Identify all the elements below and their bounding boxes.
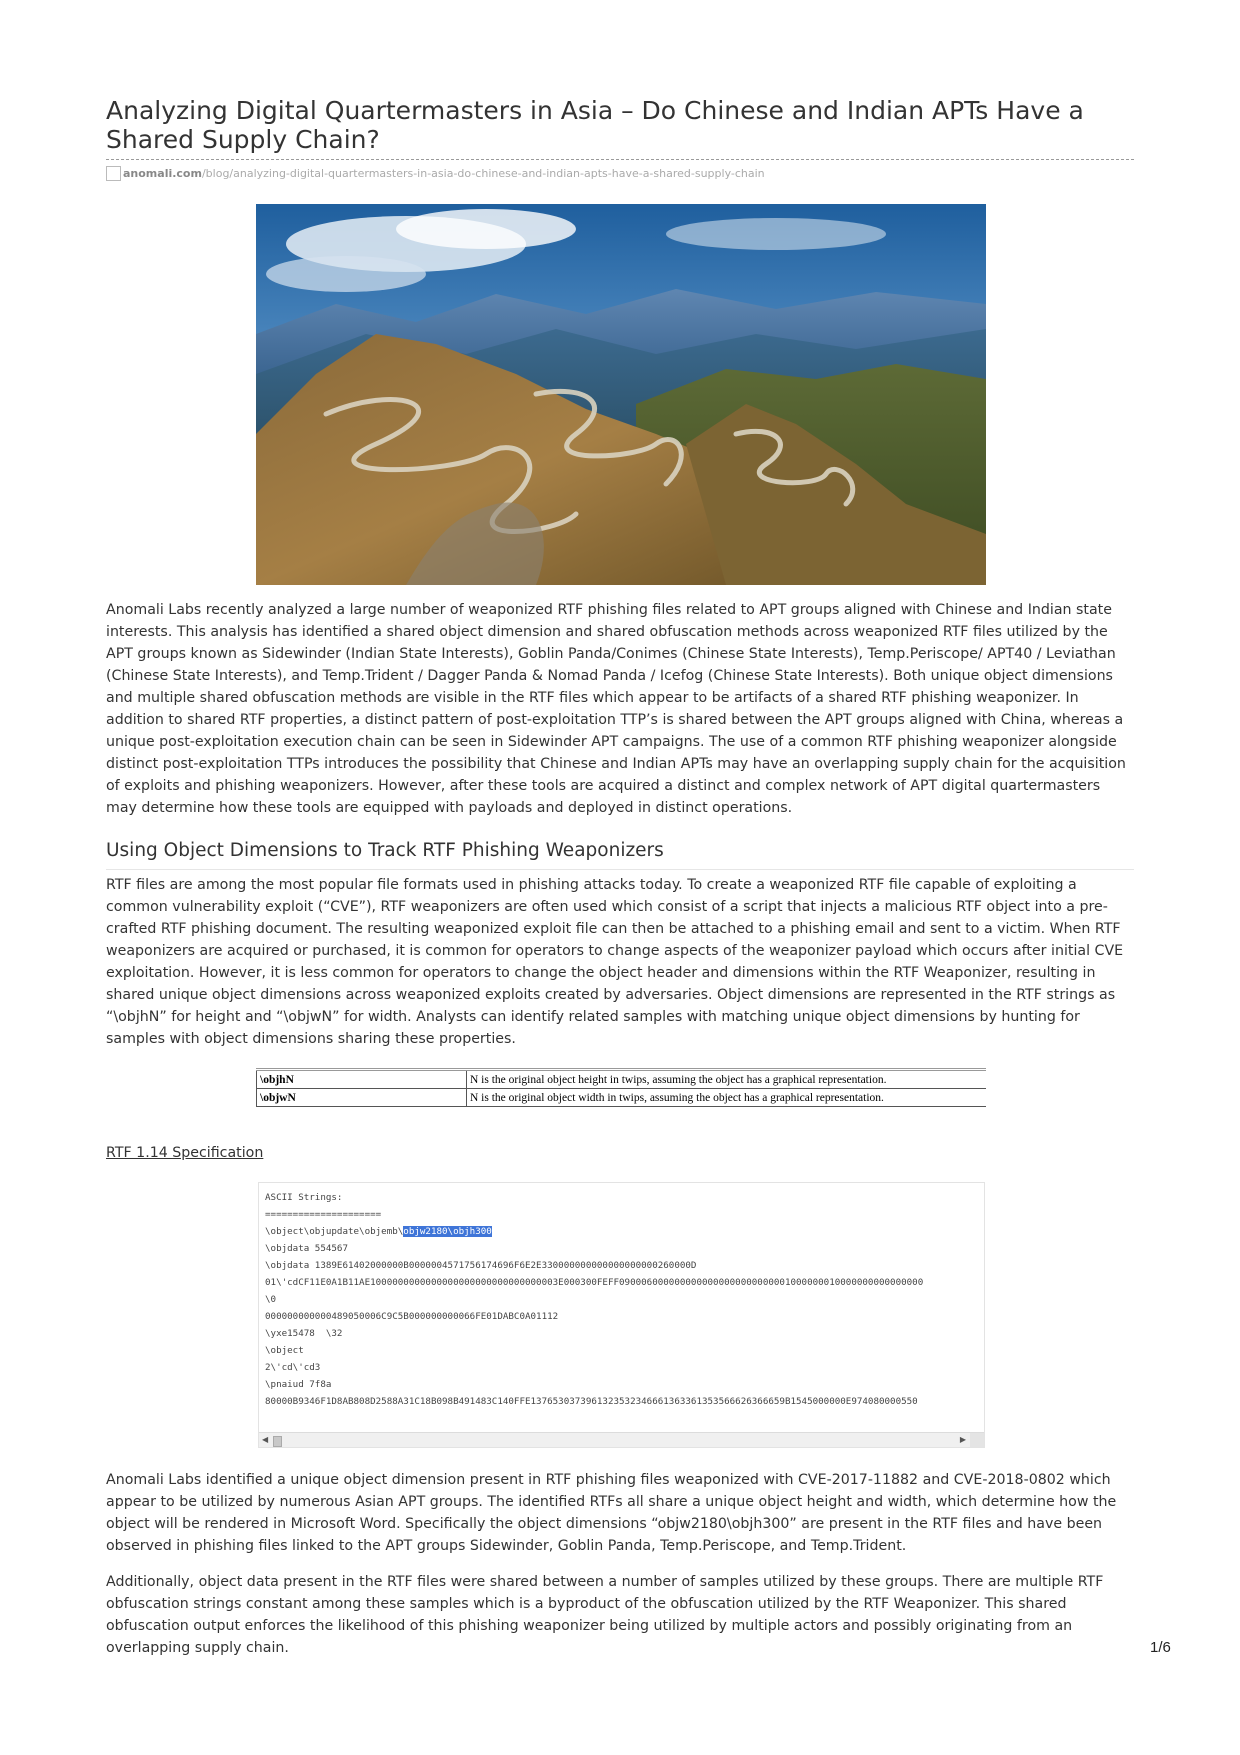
table-row [257,1089,987,1107]
page-number: 1/6 [1150,1639,1171,1656]
source-domain[interactable]: anomali.com [123,166,202,180]
obfuscation-paragraph: Additionally, object data present in the RTF files were shared between a number of samples utilized by these groups. There are multiple RTF obfuscation strings constant among these samples which is a byproduct of the obfuscation utilized by the RTF Weaponizer. This shared obfuscation output enforces the likelihood of this phishing weaponizer being utilized by multiple actors and possibly originating from an overlapping supply chain. [106,1574,1104,1656]
resize-corner [970,1433,984,1447]
code-line: \pnaiud 7f8a [265,1379,332,1390]
spec-keyword: \objhN [257,1070,467,1089]
code-line: ASCII Strings: [265,1192,343,1203]
intro-paragraph: Anomali Labs recently analyzed a large number of weaponized RTF phishing files related to APT groups aligned with Chinese and Indian state interests. This analysis has identified a shared object dimension and shared obfuscation methods across weaponized RTF files utilized by the APT groups known as Sidewinder (Indian State Interests), Goblin Panda/Conimes (Chinese State Interests), Temp.Periscope/ APT40 / Leviathan (Chinese State Interests), and Temp.Trident / Dagger Panda & Nomad Panda / Icefog (Chinese State Interests). Both unique object dimensions and multiple shared obfuscation methods are visible in the RTF files which appear to be artifacts of a shared RTF phishing weaponizer. In addition to shared RTF properties, a distinct pattern of post-exploitation TTP’s is shared between the APT groups aligned with China, whereas a unique post-exploitation execution chain can be seen in Sidewinder APT campaigns. The use of a common RTF phishing weaponizer alongside distinct post-exploitation TTPs introduces the possibility that Chinese and Indian APTs may have an overlapping supply chain for the acquisition of exploits and phishing weaponizers. However, after these tools are acquired a distinct and complex network of APT digital quartermasters may determine how these tools are equipped with payloads and deployed in distinct operations. [106,602,1126,816]
code-line: 000000000000489050006C9C5B000000000066FE01DABC0A01112 [265,1311,559,1322]
spec-description: N is the original object height in twips, assuming the object has a graphical representation. [467,1070,987,1089]
horizontal-scrollbar[interactable] [259,1432,984,1447]
code-lines [265,1189,984,1410]
rtf-spec-table [256,1068,986,1107]
spec-description: N is the original object width in twips, assuming the object has a graphical representation. [467,1089,987,1107]
code-line: 2\'cd\'cd3 [265,1362,321,1373]
scroll-right-icon[interactable]: ▶ [959,1435,966,1444]
table-row [257,1070,987,1089]
rtf-spec-link[interactable]: RTF 1.14 Specification [106,1145,264,1161]
findings-paragraph: Anomali Labs identified a unique object dimension present in RTF phishing files weaponized with CVE-2017-11882 and CVE-2018-0802 which appear to be utilized by numerous Asian APT groups. The identified RTFs all share a unique object height and width, which determine how the object will be rendered in Microsoft Word. Specifically the object dimensions “objw2180\objh300” are present in the RTF files and have been observed in phishing files linked to the APT groups Sidewinder, Goblin Panda, Temp.Periscope, and Temp.Trident. [106,1472,1117,1554]
article-title: Analyzing Digital Quartermasters in Asia – Do Chinese and Indian APTs Have a Shared Supply Chain? [106,96,1084,154]
hero-image [256,204,986,585]
code-line: 01\'cdCF11E0A1B11AE1000000000000000000000000000000003E000300FEFF0900060000000000000000000000001000000010000000000000000 [265,1277,924,1288]
section-paragraph: RTF files are among the most popular file formats used in phishing attacks today. To create a weaponized RTF file capable of exploiting a common vulnerability exploit (“CVE”), RTF weaponizers are often used which consist of a script that injects a malicious RTF object into a pre-crafted RTF phishing document. The resulting weaponized exploit file can then be attached to a phishing email and sent to a victim. When RTF weaponizers are acquired or purchased, it is common for operators to change aspects of the weaponizer payload which occurs after initial CVE exploitation. However, it is less common for operators to change the object header and dimensions within the RTF Weaponizer, resulting in shared unique object dimensions across weaponized exploits created by adversaries. Object dimensions are represented in the RTF strings as “\objhN” for height and “\objwN” for width. Analysts can identify related samples with matching unique object dimensions by hunting for samples with object dimensions sharing these properties. [106,877,1124,1047]
code-line: \objdata 554567 [265,1243,348,1254]
code-line: 80000B9346F1D8AB808D2588A31C18B098B491483C140FFE1376530373961323532346661363361353566626366659B1545000000E974080000550 [265,1396,918,1407]
code-line: \object [265,1345,304,1356]
mountain-road-image [256,204,986,585]
code-line: \yxe15478 \32 [265,1328,343,1339]
spec-keyword: \objwN [257,1089,467,1107]
favicon-icon [106,166,121,181]
title-divider [106,159,1134,160]
code-line-text: \object\objupdate\objemb\ [265,1226,404,1237]
scrollbar-thumb[interactable] [273,1436,282,1447]
code-line [265,1223,984,1240]
code-line: ===================== [265,1209,382,1220]
code-line: \objdata 1389E61402000000B00000045717561746​96F6E2E330000000000000000000260000D [265,1260,697,1271]
highlighted-selection: objw2180\objh300 [403,1226,492,1237]
scroll-left-icon[interactable]: ◀ [262,1435,269,1444]
source-path[interactable]: /blog/analyzing-digital-quartermasters-in-asia-do-chinese-and-indian-apts-have-a-shared-supply-chain [201,166,765,180]
source-url[interactable] [106,164,765,182]
section-heading: Using Object Dimensions to Track RTF Phishing Weaponizers [106,839,1134,870]
ascii-strings-code-block[interactable] [258,1182,985,1448]
code-line: \0 [265,1294,277,1305]
